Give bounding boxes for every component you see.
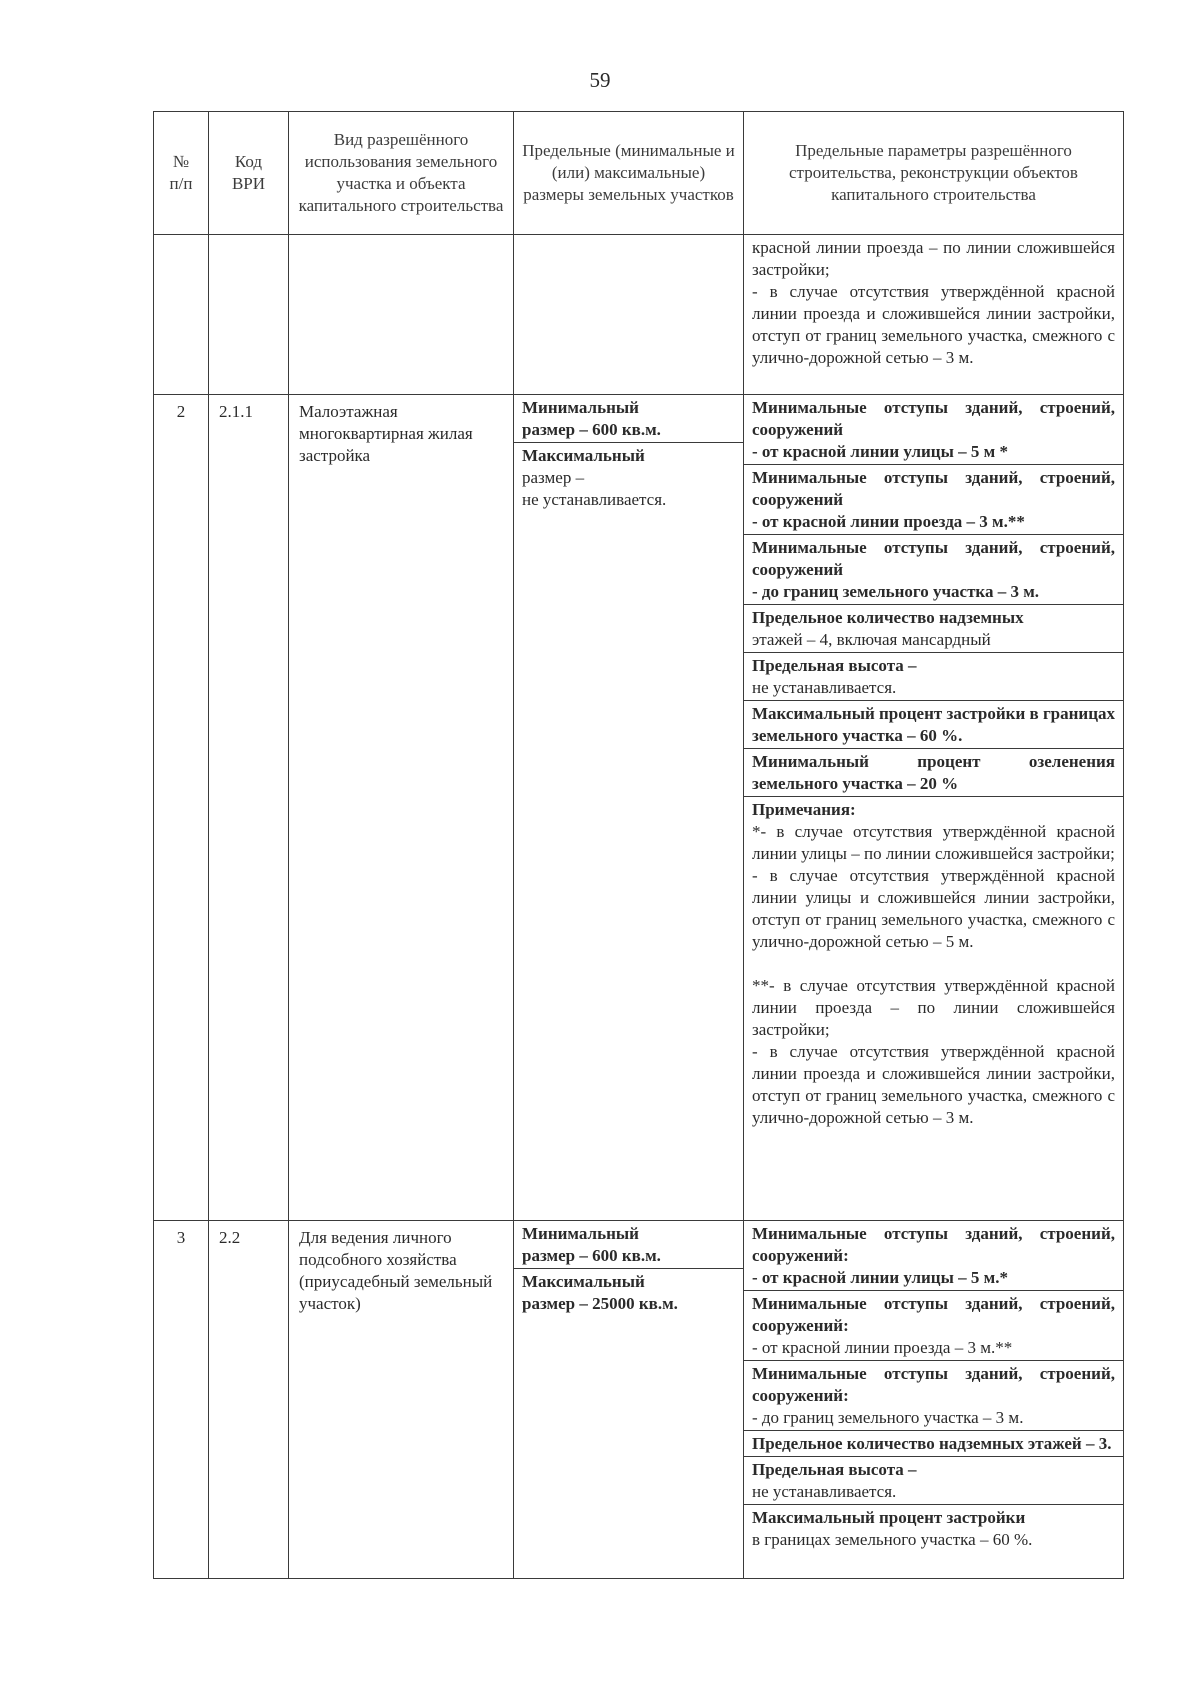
- table-header-row: [154, 112, 1124, 235]
- notes-title: Примечания:: [752, 800, 856, 819]
- param-block: Предельное количество надземных этажей – 3.: [744, 1431, 1123, 1457]
- row-code: 2.1.1: [209, 395, 289, 1221]
- table-row: [154, 1221, 1124, 1579]
- size-min-value: размер – 600 кв.м.: [522, 1246, 661, 1265]
- row-size: [514, 1221, 744, 1579]
- param-block: Минимальные отступы зданий, строений, сооружений - до границ земельного участка – 3 м.: [744, 535, 1123, 605]
- header-params: Предельные параметры разрешённого строительства, реконструкции объектов капитального строительства: [744, 112, 1124, 235]
- size-max-title: Максимальный: [522, 446, 645, 465]
- notes-text: *- в случае отсутствия утверждённой красной линии улицы – по линии сложившейся застройки; - в случае отсутствия утверждённой красной линии улицы и сложившейся линии застройки, отступ от границ земельного участка, смежного с улично-дорожной сетью – 5 м.: [752, 822, 1115, 951]
- row-kind: Для ведения личного подсобного хозяйства (приусадебный земельный участок): [289, 1221, 514, 1579]
- size-max: [514, 443, 743, 512]
- size-min: [514, 395, 743, 443]
- size-min-value: размер – 600 кв.м.: [522, 420, 661, 439]
- row-size: [514, 395, 744, 1221]
- param-block: Предельная высота – не устанавливается.: [744, 653, 1123, 701]
- continuation-params: [744, 235, 1124, 395]
- continuation-row: [154, 235, 1124, 395]
- header-num: № п/п: [154, 112, 209, 235]
- notes-text: **- в случае отсутствия утверждённой красной линии проезда – по линии сложившейся застройки; - в случае отсутствия утверждённой красной линии проезда и сложившейся линии застройки, отступ от границ земельного участка, смежного с улично-дорожной сетью – 3 м.: [752, 976, 1115, 1127]
- param-block: Максимальный процент застройки в границах земельного участка – 60 %.: [744, 701, 1123, 749]
- row-params: [744, 395, 1124, 1221]
- param-block: Минимальные отступы зданий, строений, сооружений - от красной линии проезда – 3 м.**: [744, 465, 1123, 535]
- header-code: Код ВРИ: [209, 112, 289, 235]
- row-kind: Малоэтажная многоквартирная жилая застройка: [289, 395, 514, 1221]
- param-block: Минимальные отступы зданий, строений, сооружений: - от красной линии проезда – 3 м.**: [744, 1291, 1123, 1361]
- row-num: 3: [154, 1221, 209, 1579]
- size-min: [514, 1221, 743, 1269]
- header-kind: Вид разрешённого использования земельного участка и объекта капитального строительства: [289, 112, 514, 235]
- param-block: Предельная высота – не устанавливается.: [744, 1457, 1123, 1505]
- continuation-text: красной линии проезда – по линии сложившейся застройки; - в случае отсутствия утверждённой красной линии проезда и сложившейся линии застройки, отступ от границ земельного участка, смежного с улично-дорожной сетью – 3 м.: [752, 238, 1115, 367]
- param-block: Максимальный процент застройки в границах земельного участка – 60 %.: [752, 1508, 1033, 1549]
- size-max-value: размер – не устанавливается.: [522, 468, 667, 509]
- page-number: 59: [589, 68, 611, 92]
- zoning-table: [153, 111, 1124, 1579]
- param-block: Предельное количество надземных этажей – 4, включая мансардный: [744, 605, 1123, 653]
- param-block: Минимальные отступы зданий, строений, сооружений: - от красной линии улицы – 5 м.*: [744, 1221, 1123, 1291]
- param-block: Минимальный процент озеленения земельного участка – 20 %: [744, 749, 1123, 797]
- row-params: [744, 1221, 1124, 1579]
- size-min-title: Минимальный: [522, 1224, 639, 1243]
- size-max-title: Максимальный: [522, 1272, 645, 1291]
- param-block: Минимальные отступы зданий, строений, сооружений - от красной линии улицы – 5 м *: [744, 395, 1123, 465]
- param-block: Минимальные отступы зданий, строений, сооружений: - до границ земельного участка – 3 м.: [744, 1361, 1123, 1431]
- notes-block: [744, 797, 1123, 1130]
- row-code: 2.2: [209, 1221, 289, 1579]
- header-size: Предельные (минимальные и (или) максимальные) размеры земельных участков: [514, 112, 744, 235]
- size-max-value: размер – 25000 кв.м.: [522, 1294, 678, 1313]
- size-min-title: Минимальный: [522, 398, 639, 417]
- size-max: [514, 1269, 743, 1316]
- row-num: 2: [154, 395, 209, 1221]
- table-row: [154, 395, 1124, 1221]
